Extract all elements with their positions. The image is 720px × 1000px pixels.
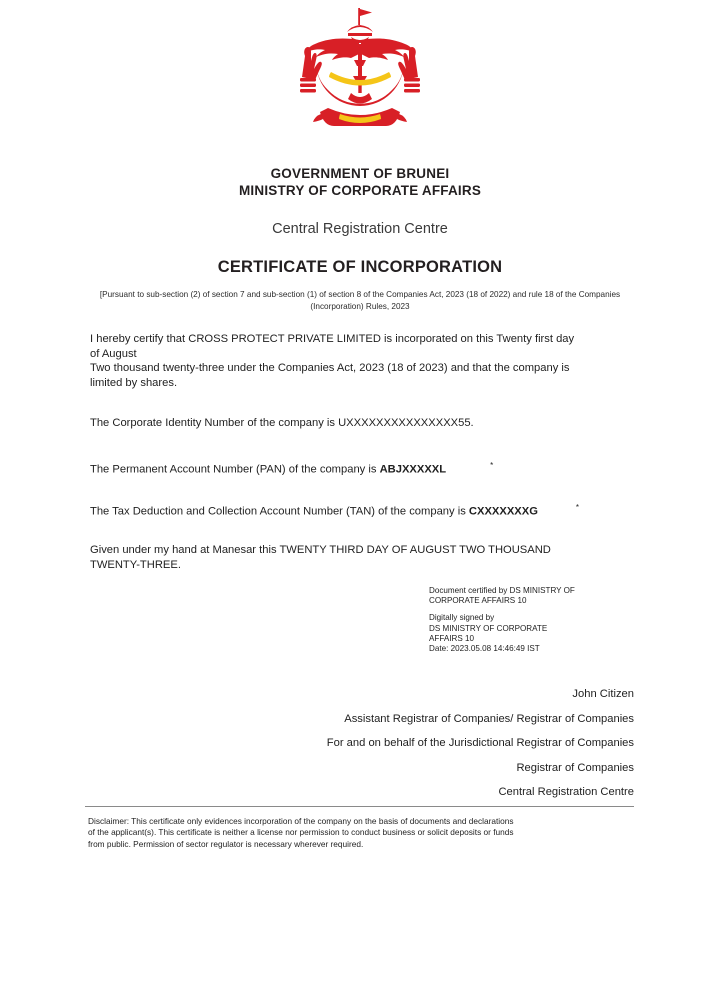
- signatory-designation-1: Assistant Registrar of Companies/ Registrar of Companies: [344, 712, 634, 725]
- certify-line-4: limited by shares.: [90, 376, 178, 389]
- government-heading: [0, 165, 720, 199]
- dsig-certified-line-2: CORPORATE AFFAIRS 10: [429, 596, 527, 606]
- brunei-state-emblem-icon: [285, 4, 435, 144]
- dsig-signer-line-1: DS MINISTRY OF CORPORATE: [429, 623, 548, 633]
- pan-line: [90, 459, 635, 477]
- digital-signature-block: [429, 586, 679, 654]
- signatory-designation-4: Central Registration Centre: [498, 786, 634, 798]
- disclaimer-line-3: from public. Permission of sector regulator is necessary wherever required.: [88, 838, 364, 849]
- dsig-signer-line-2: AFFAIRS 10: [429, 633, 474, 643]
- certify-line-1: I hereby certify that CROSS PROTECT PRIVATE LIMITED is incorporated on this Twenty first day: [90, 333, 575, 345]
- pursuant-citation: [90, 289, 630, 312]
- disclaimer-text: [88, 816, 636, 850]
- emblem-container: [0, 4, 720, 144]
- signatory-designation-3: Registrar of Companies: [516, 761, 634, 774]
- dsig-certified-line-1: Document certified by DS MINISTRY OF: [429, 586, 575, 595]
- signatory-name: John Citizen: [572, 688, 634, 700]
- signatory-designation-2: For and on behalf of the Jurisdictional Registrar of Companies: [326, 737, 634, 749]
- certify-line-2: of August: [90, 347, 137, 360]
- certify-line-3: Two thousand twenty-three under the Companies Act, 2023 (18 of 2023) and that the company is: [90, 362, 570, 375]
- disclaimer-line-1: Disclaimer: This certificate only evidences incorporation of the company on the basis of documents and declarations: [88, 816, 514, 826]
- pan-asterisk: *: [490, 461, 494, 470]
- tan-value: CXXXXXXXG: [468, 505, 538, 518]
- dsig-signed-by-label: Digitally signed by: [429, 613, 495, 623]
- disclaimer-divider: [85, 806, 634, 807]
- office-name: Central Registration Centre: [272, 221, 448, 237]
- signatory-block: [200, 682, 634, 805]
- corporate-identity-number-line: The Corporate Identity Number of the company is UXXXXXXXXXXXXXXX55.: [90, 417, 474, 429]
- government-line-1: GOVERNMENT OF BRUNEI: [270, 166, 450, 181]
- given-line-1: Given under my hand at Manesar this TWENTY THIRD DAY OF AUGUST TWO THOUSAND: [90, 544, 551, 556]
- given-under-hand-paragraph: [90, 543, 635, 572]
- pursuant-line-1: [Pursuant to sub-section (2) of section 7 and sub-section (1) of section 8 of the Companies Act, 2023 (18 of 2022) and: [99, 290, 527, 299]
- pan-value: ABJXXXXXL: [379, 463, 447, 476]
- pan-label: The Permanent Account Number (PAN) of the company is: [90, 463, 380, 476]
- pursuant-line-2: rule 18 of the Companies (Incorporation) Rules, 2023: [310, 290, 621, 311]
- tan-label: The Tax Deduction and Collection Account Number (TAN) of the company is: [90, 505, 469, 518]
- disclaimer-line-2: of the applicant(s). This certificate is neither a license nor permission to conduct business or solicit deposits or funds: [88, 827, 514, 838]
- government-line-2: MINISTRY OF CORPORATE AFFAIRS: [238, 183, 482, 198]
- given-line-2: TWENTY-THREE.: [90, 558, 181, 571]
- tan-asterisk: *: [575, 503, 580, 512]
- dsig-date: Date: 2023.05.08 14:46:49 IST: [429, 644, 540, 654]
- page-title: CERTIFICATE OF INCORPORATION: [217, 258, 503, 276]
- certify-paragraph: [90, 332, 635, 390]
- tan-line: [90, 501, 635, 519]
